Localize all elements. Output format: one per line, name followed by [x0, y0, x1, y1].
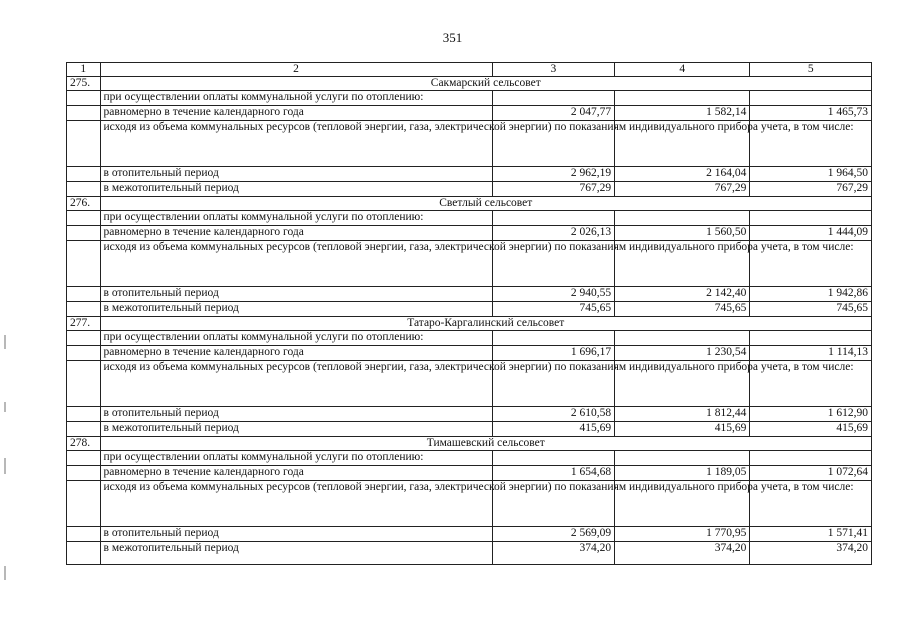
table-row — [67, 302, 872, 317]
value-col5 — [750, 211, 872, 226]
value-col3: 1 696,17 — [492, 346, 615, 361]
value-col4: 1 812,44 — [615, 407, 750, 422]
row-label: исходя из объема коммунальных ресурсов (тепловой энергии, газа, электрической энергии) по показаниям индивидуального прибора учета, в том числе: — [100, 361, 492, 407]
value-col4: 2 142,40 — [615, 287, 750, 302]
section-name: Тимашевский сельсовет — [100, 437, 871, 451]
table-row — [67, 331, 872, 346]
number-cell — [67, 211, 101, 226]
row-label: равномерно в течение календарного года — [100, 346, 492, 361]
row-label: исходя из объема коммунальных ресурсов (тепловой энергии, газа, электрической энергии) по показаниям индивидуального прибора учета, в том числе: — [100, 241, 492, 287]
value-col3: 2 047,77 — [492, 106, 615, 121]
number-cell — [67, 91, 101, 106]
value-col5 — [750, 451, 872, 466]
table-row — [67, 361, 872, 407]
section-header-row — [67, 437, 872, 451]
value-col3: 415,69 — [492, 422, 615, 437]
row-label: при осуществлении оплаты коммунальной услуги по отоплению: — [100, 211, 492, 226]
table-row — [67, 422, 872, 437]
number-cell — [67, 481, 101, 527]
number-cell — [67, 527, 101, 542]
value-col3: 374,20 — [492, 542, 615, 565]
number-cell — [67, 331, 101, 346]
value-col3 — [492, 451, 615, 466]
value-col4 — [615, 211, 750, 226]
table-row — [67, 542, 872, 565]
section-number: 276. — [67, 197, 101, 211]
number-cell — [67, 106, 101, 121]
row-label: в отопительный период — [100, 407, 492, 422]
row-label: в отопительный период — [100, 167, 492, 182]
row-label: при осуществлении оплаты коммунальной услуги по отоплению: — [100, 451, 492, 466]
row-label: в отопительный период — [100, 287, 492, 302]
value-col4: 2 164,04 — [615, 167, 750, 182]
column-number: 4 — [615, 63, 750, 77]
value-col5: 1 444,09 — [750, 226, 872, 241]
row-label: при осуществлении оплаты коммунальной услуги по отоплению: — [100, 331, 492, 346]
section-number: 275. — [67, 77, 101, 91]
value-col3: 2 026,13 — [492, 226, 615, 241]
value-col5: 415,69 — [750, 422, 872, 437]
page-number: 351 — [442, 30, 463, 45]
value-col5: 745,65 — [750, 302, 872, 317]
row-label: исходя из объема коммунальных ресурсов (тепловой энергии, газа, электрической энергии) по показаниям индивидуального прибора учета, в том числе: — [100, 121, 492, 167]
value-col5: 1 072,64 — [750, 466, 872, 481]
table-row — [67, 481, 872, 527]
value-col4: 1 582,14 — [615, 106, 750, 121]
table-row — [67, 241, 872, 287]
row-label: в межотопительный период — [100, 422, 492, 437]
row-label: в межотопительный период — [100, 182, 492, 197]
section-header-row — [67, 317, 872, 331]
value-col5: 1 942,86 — [750, 287, 872, 302]
row-label: исходя из объема коммунальных ресурсов (тепловой энергии, газа, электрической энергии) по показаниям индивидуального прибора учета, в том числе: — [100, 481, 492, 527]
number-cell — [67, 542, 101, 565]
table-row — [67, 106, 872, 121]
tariff-table — [66, 62, 872, 565]
value-col3: 2 962,19 — [492, 167, 615, 182]
number-cell — [67, 346, 101, 361]
value-col5 — [750, 331, 872, 346]
row-label: в отопительный период — [100, 527, 492, 542]
number-cell — [67, 121, 101, 167]
section-name: Светлый сельсовет — [100, 197, 871, 211]
value-col4: 1 560,50 — [615, 226, 750, 241]
number-cell — [67, 466, 101, 481]
table-row — [67, 91, 872, 106]
value-col3: 767,29 — [492, 182, 615, 197]
row-label: при осуществлении оплаты коммунальной услуги по отоплению: — [100, 91, 492, 106]
number-cell — [67, 167, 101, 182]
number-cell — [67, 182, 101, 197]
column-number-row — [67, 63, 872, 77]
number-cell — [67, 422, 101, 437]
value-col5: 1 114,13 — [750, 346, 872, 361]
value-col3: 745,65 — [492, 302, 615, 317]
table-row — [67, 226, 872, 241]
value-col4: 415,69 — [615, 422, 750, 437]
value-col5: 767,29 — [750, 182, 872, 197]
table-row — [67, 167, 872, 182]
scan-margin-mark — [4, 458, 6, 474]
number-cell — [67, 287, 101, 302]
scan-margin-mark — [4, 335, 6, 349]
value-col4: 1 189,05 — [615, 466, 750, 481]
number-cell — [67, 361, 101, 407]
value-col4 — [615, 451, 750, 466]
table-row — [67, 451, 872, 466]
value-col5: 1 571,41 — [750, 527, 872, 542]
table-row — [67, 182, 872, 197]
table-row — [67, 211, 872, 226]
row-label: равномерно в течение календарного года — [100, 106, 492, 121]
column-number: 1 — [67, 63, 101, 77]
section-name: Татаро-Каргалинский сельсовет — [100, 317, 871, 331]
scan-margin-mark — [4, 402, 6, 412]
value-col5: 1 612,90 — [750, 407, 872, 422]
value-col4: 1 770,95 — [615, 527, 750, 542]
row-label: равномерно в течение календарного года — [100, 226, 492, 241]
number-cell — [67, 302, 101, 317]
value-col3: 2 610,58 — [492, 407, 615, 422]
table-row — [67, 466, 872, 481]
number-cell — [67, 241, 101, 287]
number-cell — [67, 226, 101, 241]
value-col4: 745,65 — [615, 302, 750, 317]
section-header-row — [67, 77, 872, 91]
value-col3: 2 940,55 — [492, 287, 615, 302]
section-header-row — [67, 197, 872, 211]
value-col5: 1 465,73 — [750, 106, 872, 121]
value-col3: 2 569,09 — [492, 527, 615, 542]
table-row — [67, 121, 872, 167]
value-col4: 767,29 — [615, 182, 750, 197]
row-label: в межотопительный период — [100, 542, 492, 565]
section-number: 278. — [67, 437, 101, 451]
value-col3 — [492, 331, 615, 346]
number-cell — [67, 451, 101, 466]
column-number: 3 — [492, 63, 615, 77]
row-label: равномерно в течение календарного года — [100, 466, 492, 481]
value-col5: 374,20 — [750, 542, 872, 565]
scan-margin-mark — [4, 566, 6, 580]
table-row — [67, 287, 872, 302]
value-col4 — [615, 91, 750, 106]
table-row — [67, 346, 872, 361]
table-row — [67, 407, 872, 422]
row-label: в межотопительный период — [100, 302, 492, 317]
value-col4 — [615, 331, 750, 346]
column-number: 5 — [750, 63, 872, 77]
table-row — [67, 527, 872, 542]
value-col3 — [492, 211, 615, 226]
section-number: 277. — [67, 317, 101, 331]
value-col3: 1 654,68 — [492, 466, 615, 481]
section-name: Сакмарский сельсовет — [100, 77, 871, 91]
column-number: 2 — [100, 63, 492, 77]
value-col3 — [492, 91, 615, 106]
value-col5: 1 964,50 — [750, 167, 872, 182]
value-col5 — [750, 91, 872, 106]
value-col4: 374,20 — [615, 542, 750, 565]
value-col4: 1 230,54 — [615, 346, 750, 361]
number-cell — [67, 407, 101, 422]
